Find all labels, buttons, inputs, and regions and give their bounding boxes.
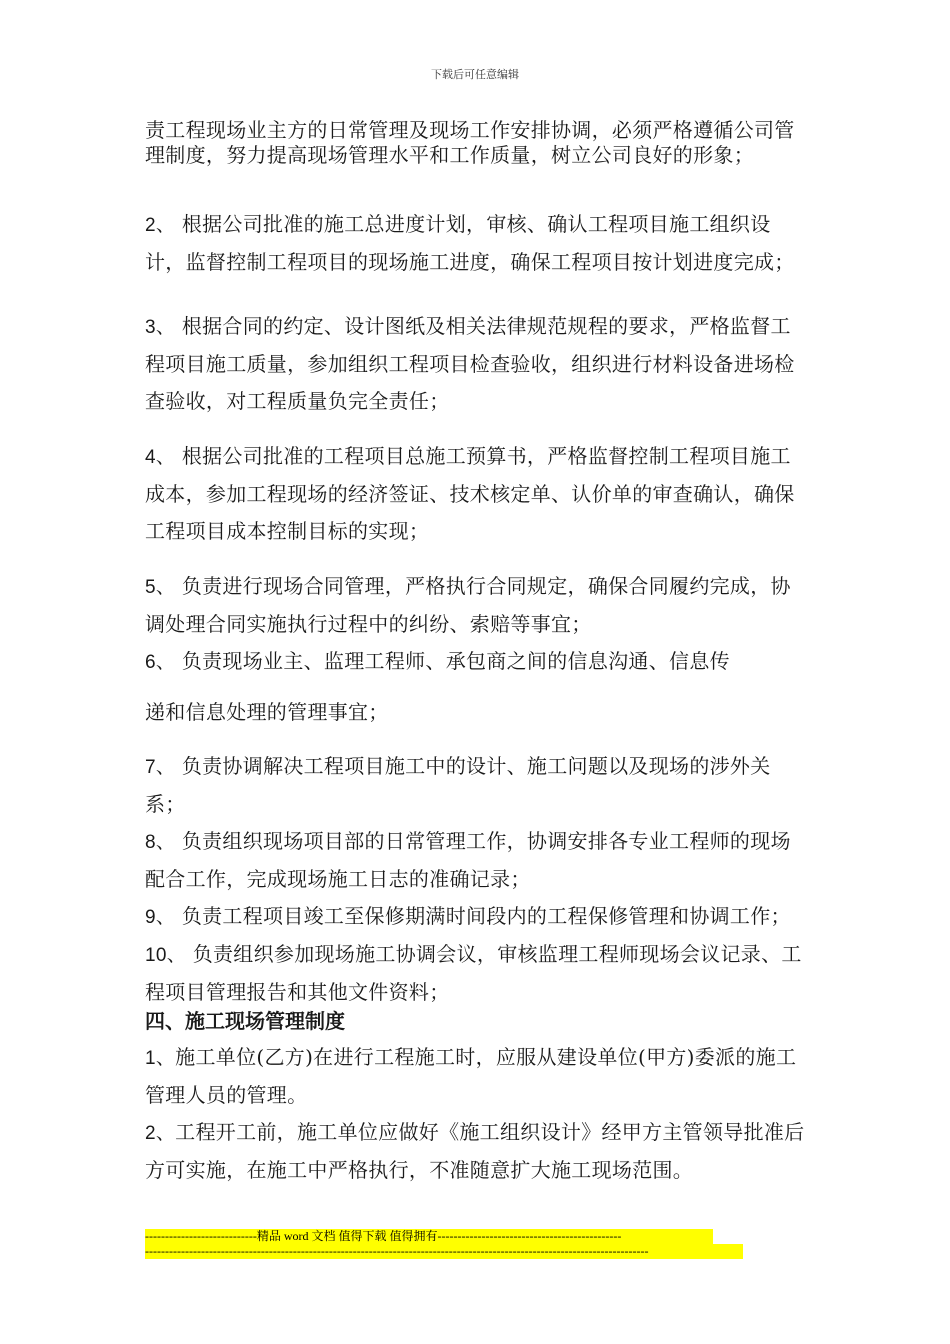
document-body [145, 118, 810, 1189]
page-header: 下载后可任意编辑 [431, 68, 519, 81]
section-item-2 [145, 1114, 810, 1189]
paragraph-5 [145, 568, 810, 643]
paragraph-3 [145, 308, 810, 420]
paragraph-2 [145, 206, 810, 280]
item-number: 4、 [145, 447, 176, 468]
paragraph-9 [145, 898, 810, 936]
page-footer [145, 1229, 743, 1259]
paragraph-text: 责工程现场业主方的日常管理及现场工作安排协调，必须严格遵循公司管理制度，努力提高现场管理水平和工作质量，树立公司良好的形象； [145, 118, 795, 167]
footer-rule: ------------------------------------------------------------------------------------------------------------------------------ [145, 1244, 743, 1259]
paragraph-text: 根据合同的约定、设计图纸及相关法律规范规程的要求，严格监督工程项目施工质量，参加组织工程项目检查验收，组织进行材料设备进场检查验收，对工程质量负完全责任； [145, 314, 795, 413]
section-item-1 [145, 1039, 810, 1114]
paragraph-text: 负责进行现场合同管理，严格执行合同规定，确保合同履约完成，协调处理合同实施执行过程中的纠纷、索赔等事宜； [145, 574, 791, 636]
paragraph-7 [145, 748, 810, 823]
paragraph-text: 根据公司批准的施工总进度计划，审核、确认工程项目施工组织设计，监督控制工程项目的现场施工进度，确保工程项目按计划进度完成； [145, 212, 795, 274]
paragraph-text: 负责现场业主、监理工程师、承包商之间的信息沟通、信息传 [175, 649, 730, 673]
paragraph-text: 工程开工前，施工单位应做好《施工组织设计》经甲方主管领导批准后方可实施，在施工中严格执行，不准随意扩大施工现场范围。 [145, 1120, 805, 1182]
paragraph-text: 负责组织现场项目部的日常管理工作，协调安排各专业工程师的现场配合工作，完成现场施工日志的准确记录； [145, 829, 791, 891]
item-number: 3、 [145, 317, 176, 338]
item-number: 9、 [145, 907, 176, 928]
paragraph-1 [145, 118, 810, 196]
paragraph-6 [145, 643, 810, 681]
paragraph-text: 施工单位(乙方)在进行工程施工时，应服从建设单位(甲方)委派的施工管理人员的管理。 [145, 1045, 797, 1107]
item-number: 2、 [145, 1123, 176, 1144]
paragraph-text: 根据公司批准的工程项目总施工预算书，严格监督控制工程项目施工成本，参加工程现场的经济签证、技术核定单、认价单的审查确认，确保工程项目成本控制目标的实现； [145, 444, 795, 543]
paragraph-8 [145, 823, 810, 898]
item-number: 10、 [145, 945, 187, 966]
paragraph-text: 递和信息处理的管理事宜； [145, 700, 389, 724]
section-title: 四、施工现场管理制度 [145, 1009, 345, 1033]
item-number: 7、 [145, 757, 176, 778]
paragraph-text: 负责组织参加现场施工协调会议，审核监理工程师现场会议记录、工程项目管理报告和其他文件资料； [145, 942, 802, 1004]
item-number: 8、 [145, 832, 176, 853]
paragraph-4 [145, 438, 810, 550]
footer-banner: ----------------------------精品 word 文档 值得下载 值得拥有---------------------------------------------- [145, 1229, 713, 1244]
paragraph-6-cont [145, 694, 810, 731]
paragraph-text: 负责工程项目竣工至保修期满时间段内的工程保修管理和协调工作； [175, 904, 791, 928]
item-number: 6、 [145, 652, 176, 673]
item-number: 1、 [145, 1048, 176, 1069]
item-number: 2、 [145, 215, 176, 236]
paragraph-text: 负责协调解决工程项目施工中的设计、施工问题以及现场的涉外关系； [145, 754, 771, 816]
item-number: 5、 [145, 577, 176, 598]
paragraph-10 [145, 936, 810, 1011]
